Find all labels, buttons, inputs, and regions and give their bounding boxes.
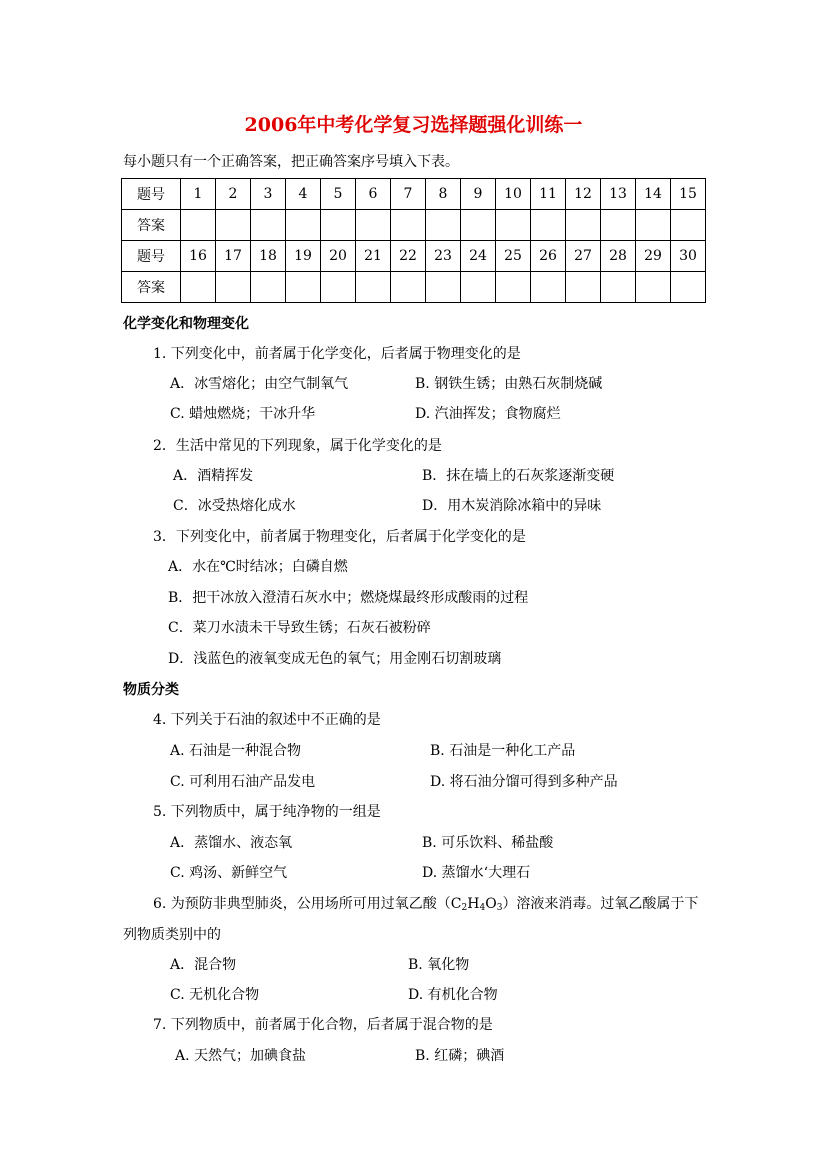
section-heading: 化学变化和物理变化 — [123, 316, 249, 332]
question-number-cell: 27 — [566, 241, 601, 272]
question-number-cell: 6 — [356, 179, 391, 210]
answer-cell[interactable] — [496, 272, 531, 303]
option-b: B．把干冰放入澄清石灰水中；燃烧煤最终形成酸雨的过程 — [168, 590, 529, 606]
option-c: C. 无机化合物 — [170, 987, 260, 1003]
option-a: A．酒精挥发 — [173, 468, 254, 484]
answer-cell[interactable] — [461, 272, 496, 303]
table-row — [122, 179, 706, 210]
option-b: B. 红磷；碘酒 — [415, 1048, 505, 1064]
question-number-cell: 29 — [636, 241, 671, 272]
question-number-cell: 10 — [496, 179, 531, 210]
answer-cell[interactable] — [286, 272, 321, 303]
answer-cell[interactable] — [181, 210, 216, 241]
question-number-cell: 11 — [531, 179, 566, 210]
answer-cell[interactable] — [391, 210, 426, 241]
question-number-cell: 12 — [566, 179, 601, 210]
question-number-cell: 19 — [286, 241, 321, 272]
question-number-cell: 25 — [496, 241, 531, 272]
instruction: 每小题只有一个正确答案，把正确答案序号填入下表。 — [123, 154, 459, 170]
option-d: D. 蒸馏水‘大理石 — [422, 865, 531, 881]
answer-cell[interactable] — [461, 210, 496, 241]
question-number-cell: 15 — [671, 179, 706, 210]
question-stem: 3．下列变化中，前者属于物理变化，后者属于化学变化的是 — [153, 529, 526, 545]
answer-cell[interactable] — [566, 272, 601, 303]
question-number-cell: 13 — [601, 179, 636, 210]
answer-cell[interactable] — [181, 272, 216, 303]
option-b: B. 可乐饮料、稀盐酸 — [422, 835, 554, 851]
answer-cell[interactable] — [636, 272, 671, 303]
section-heading: 物质分类 — [123, 682, 179, 698]
question-number-cell: 28 — [601, 241, 636, 272]
option-a: A. 天然气；加碘食盐 — [175, 1048, 307, 1064]
question-number-cell: 30 — [671, 241, 706, 272]
question-stem-continued: 列物质类别中的 — [123, 927, 221, 943]
option-c: C．菜刀水渍未干导致生锈；石灰石被粉碎 — [168, 620, 431, 636]
option-c: C. 可利用石油产品发电 — [170, 774, 316, 790]
answer-cell[interactable] — [671, 210, 706, 241]
option-b: B. 钢铁生锈；由熟石灰制烧碱 — [415, 376, 603, 392]
row-label: 答案 — [122, 272, 181, 303]
question-number-cell: 18 — [251, 241, 286, 272]
answer-cell[interactable] — [566, 210, 601, 241]
answer-cell[interactable] — [321, 210, 356, 241]
answer-cell[interactable] — [531, 272, 566, 303]
answer-cell[interactable] — [356, 272, 391, 303]
option-d: D. 汽油挥发；食物腐烂 — [415, 406, 561, 422]
question-number-cell: 9 — [461, 179, 496, 210]
question-stem: 4. 下列关于石油的叙述中不正确的是 — [153, 712, 381, 728]
answer-table — [121, 178, 706, 303]
answer-cell[interactable] — [636, 210, 671, 241]
option-a: A．混合物 — [170, 957, 237, 973]
answer-cell[interactable] — [216, 272, 251, 303]
question-stem: 6. 为预防非典型肺炎，公用场所可用过氧乙酸$(C_2H_4O_3)$溶液来消毒。过氧乙酸属于下 — [153, 896, 699, 913]
question-number-cell: 14 — [636, 179, 671, 210]
option-d: D．用木炭消除冰箱中的异味 — [422, 498, 602, 514]
question-number-cell: 17 — [216, 241, 251, 272]
question-stem: 2．生活中常见的下列现象，属于化学变化的是 — [153, 438, 442, 454]
row-label: 题号 — [122, 179, 181, 210]
answer-cell[interactable] — [496, 210, 531, 241]
page-title: 2006年中考化学复习选择题强化训练一 — [244, 114, 583, 136]
option-b: B. 氧化物 — [408, 957, 470, 973]
table-row — [122, 272, 706, 303]
question-number-cell: 22 — [391, 241, 426, 272]
option-a: A．蒸馏水、液态氧 — [170, 835, 293, 851]
option-c: C. 鸡汤、新鲜空气 — [170, 865, 288, 881]
option-b: B. 石油是一种化工产品 — [430, 743, 576, 759]
option-b: B．抹在墙上的石灰浆逐渐变硬 — [422, 468, 615, 484]
question-number-cell: 26 — [531, 241, 566, 272]
answer-cell[interactable] — [531, 210, 566, 241]
row-label: 题号 — [122, 241, 181, 272]
answer-cell[interactable] — [601, 272, 636, 303]
option-c: C. 蜡烛燃烧；干冰升华 — [170, 406, 316, 422]
table-row — [122, 210, 706, 241]
option-d: D．浅蓝色的液氧变成无色的氧气；用金刚石切割玻璃 — [168, 651, 502, 667]
question-number-cell: 16 — [181, 241, 216, 272]
question-number-cell: 5 — [321, 179, 356, 210]
answer-cell[interactable] — [426, 210, 461, 241]
question-number-cell: 24 — [461, 241, 496, 272]
answer-cell[interactable] — [601, 210, 636, 241]
option-d: D. 将石油分馏可得到多种产品 — [430, 774, 618, 790]
answer-cell[interactable] — [391, 272, 426, 303]
question-stem: 7. 下列物质中，前者属于化合物，后者属于混合物的是 — [153, 1017, 493, 1033]
question-number-cell: 4 — [286, 179, 321, 210]
answer-cell[interactable] — [251, 272, 286, 303]
answer-cell[interactable] — [426, 272, 461, 303]
table-row — [122, 241, 706, 272]
option-a: A. 石油是一种混合物 — [170, 743, 302, 759]
question-number-cell: 1 — [181, 179, 216, 210]
option-d: D. 有机化合物 — [408, 987, 498, 1003]
question-number-cell: 20 — [321, 241, 356, 272]
question-stem: 5. 下列物质中，属于纯净物的一组是 — [153, 804, 381, 820]
question-number-cell: 7 — [391, 179, 426, 210]
answer-cell[interactable] — [251, 210, 286, 241]
answer-cell[interactable] — [216, 210, 251, 241]
question-number-cell: 21 — [356, 241, 391, 272]
option-c: C．冰受热熔化成水 — [173, 498, 296, 514]
question-number-cell: 2 — [216, 179, 251, 210]
option-a: A．冰雪熔化；由空气制氧气 — [170, 376, 349, 392]
question-stem: 1. 下列变化中，前者属于化学变化，后者属于物理变化的是 — [153, 346, 521, 362]
row-label: 答案 — [122, 210, 181, 241]
option-a: A．水在℃时结冰；白磷自燃 — [168, 559, 348, 575]
question-number-cell: 8 — [426, 179, 461, 210]
answer-cell[interactable] — [356, 210, 391, 241]
question-number-cell: 3 — [251, 179, 286, 210]
answer-cell[interactable] — [321, 272, 356, 303]
answer-cell[interactable] — [671, 272, 706, 303]
answer-cell[interactable] — [286, 210, 321, 241]
question-number-cell: 23 — [426, 241, 461, 272]
